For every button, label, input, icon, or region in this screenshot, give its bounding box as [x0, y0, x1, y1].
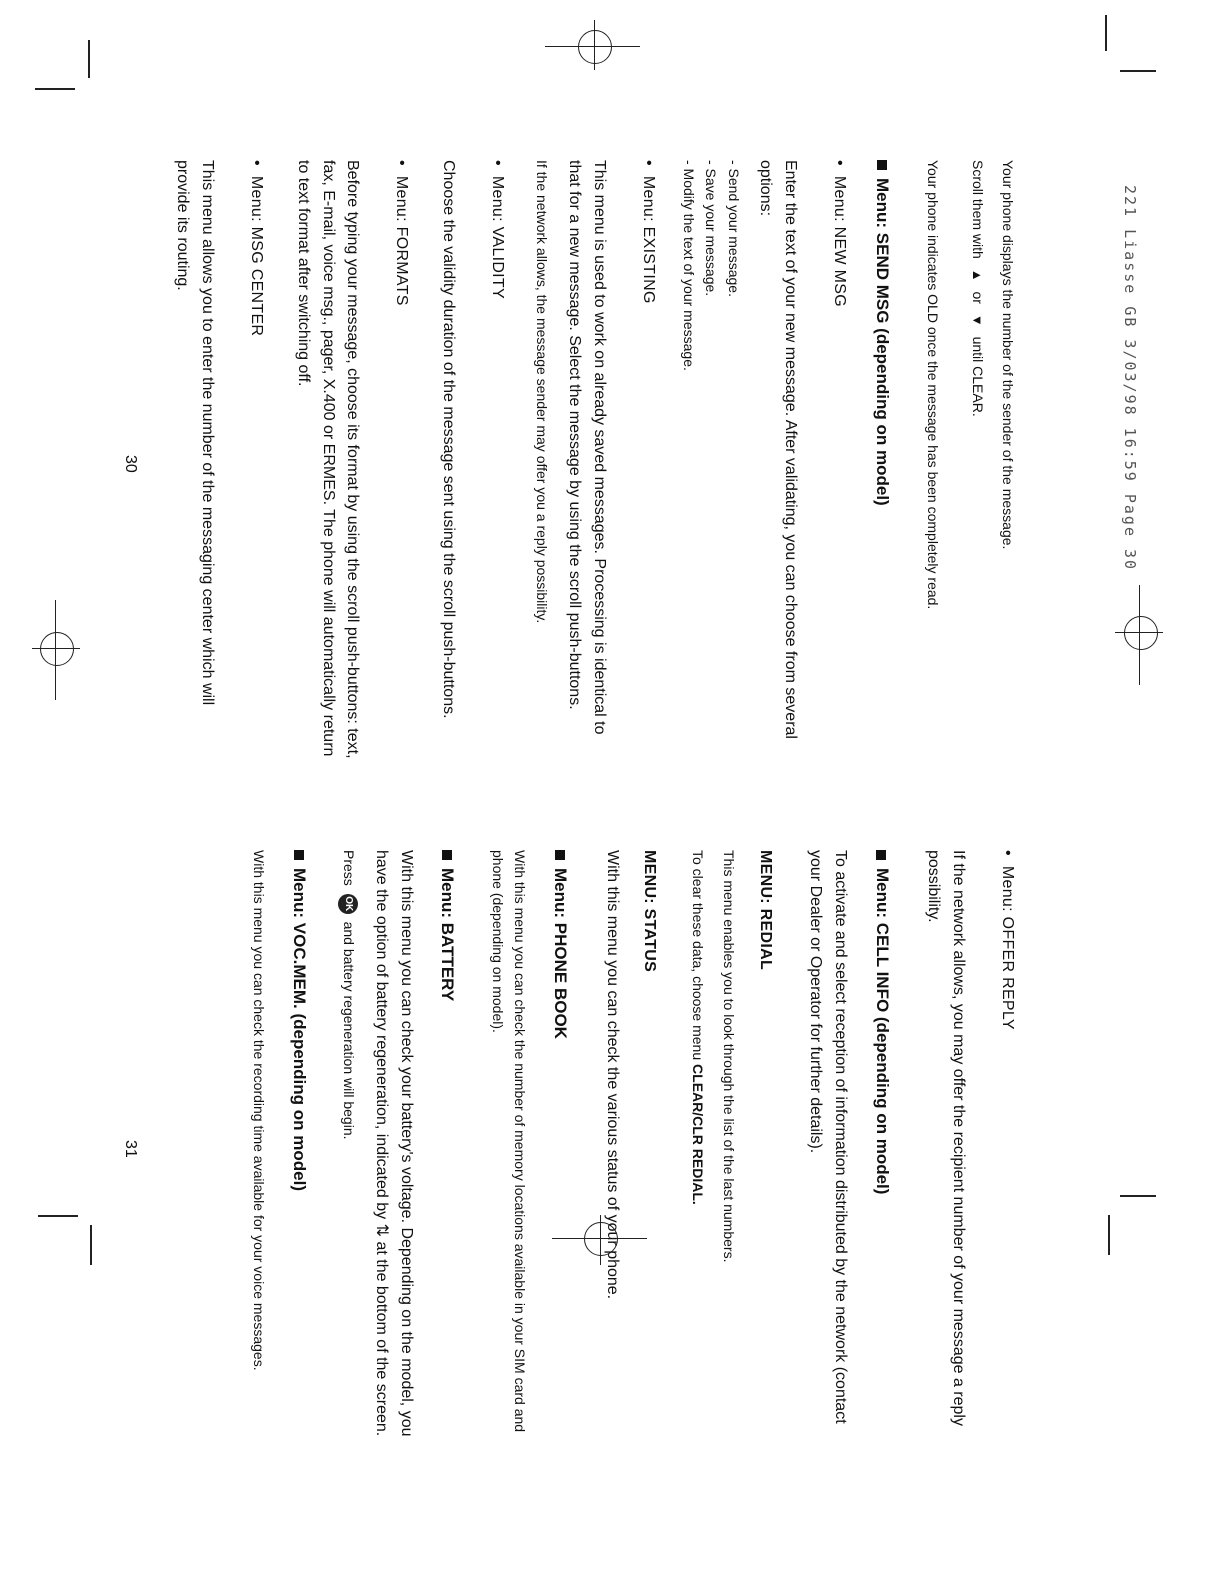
- offer-reply-text: If the network allows, you may offer the recipient number of your message a reply possibility.: [925, 850, 968, 1426]
- square-bullet-icon: [876, 850, 886, 860]
- square-bullet-icon: [877, 160, 887, 170]
- square-bullet-icon: [555, 850, 565, 860]
- page-30: [148, 160, 1019, 760]
- send-msg-heading: Menu: SEND MSG (depending on model): [869, 160, 895, 760]
- validity-bullet: • Menu: VALIDITY: [484, 160, 509, 760]
- status-heading: MENU: STATUS: [641, 850, 659, 973]
- down-triangle-icon: ▼: [969, 313, 985, 327]
- list-item: - Send your message.: [725, 160, 742, 297]
- intro-line: Your phone displays the number of the sender of the message.: [1000, 160, 1016, 550]
- square-bullet-icon: [442, 850, 452, 860]
- status-text: With this menu you can check the various status of your phone.: [604, 850, 622, 1300]
- running-head: 221 Liasse GB 3/03/98 16:59 Page 30: [1121, 185, 1139, 572]
- formats-bullet: • Menu: FORMATS: [388, 160, 413, 760]
- existing-text-2: If the network allows, the message sender may offer you a reply possibility.: [534, 160, 551, 624]
- cell-info-text: To activate and select reception of information distributed by the network (contact your Dealer or Operator for further details).: [807, 850, 850, 1424]
- offer-reply-bullet: • Menu: OFFER REPLY: [994, 850, 1019, 1450]
- msg-center-text: This menu allows you to enter the number of the messaging center which will provide its routing.: [174, 160, 217, 706]
- existing-text: This menu is used to work on already saved messages. Processing is identical to that for a new message. Select the message by using the scroll push-buttons.: [565, 160, 608, 735]
- phone-book-heading: Menu: PHONE BOOK: [547, 850, 573, 1450]
- new-msg-bullet: • Menu: NEW MSG: [826, 160, 851, 760]
- press-ok-line: Press OK and battery regeneration will begin.: [338, 850, 360, 1450]
- cell-info-heading: Menu: CELL INFO (depending on model): [868, 850, 894, 1450]
- redial-text: This menu enables you to look through the list of the last numbers.: [720, 850, 737, 1263]
- up-triangle-icon: ▲: [969, 268, 985, 282]
- redial-heading: MENU: REDIAL: [756, 850, 774, 971]
- battery-heading: Menu: BATTERY: [434, 850, 460, 1450]
- page-31: [225, 850, 1019, 1450]
- redial-clear: To clear these data, choose menu CLEAR/CLR REDIAL.: [690, 850, 707, 1205]
- new-msg-text: Enter the text of your new message. After validating, you can choose from several options:: [757, 160, 800, 739]
- existing-bullet: • Menu: EXISTING: [635, 160, 660, 760]
- list-item: - Modify the text of your message.: [680, 160, 697, 371]
- voc-mem-heading: Menu: VOC.MEM. (depending on model): [286, 850, 312, 1450]
- voc-mem-text: With this menu you can check the recording time available for your voice messages.: [250, 850, 267, 1371]
- list-item: - Save your message.: [703, 160, 720, 297]
- battery-text: With this menu you can check your battery's voltage. Depending on the model, you have the option of battery regeneration, indicated by ⇅ at the bottom of the screen.: [373, 850, 416, 1437]
- page-number: 30: [122, 455, 139, 473]
- ok-key-icon: OK: [338, 894, 358, 914]
- formats-text: Before typing your message, choose its format by using the scroll push-buttons: text, fax, E-mail, voice msg., pager, X.400 or ERMES. The phone will automatically return to text format after switching off.: [294, 160, 362, 759]
- square-bullet-icon: [294, 850, 304, 860]
- battery-regeneration-icon: ⇅: [373, 1223, 391, 1237]
- phone-book-text: With this menu you can check the number of memory locations available in your SIM card and phone (depending on model).: [489, 850, 529, 1433]
- new-msg-options: [678, 160, 745, 760]
- scroll-line: Scroll them with ▲ or ▼ until CLEAR.: [969, 160, 986, 417]
- old-note: Your phone indicates OLD once the message has been completely read.: [924, 160, 941, 610]
- page-number: 31: [122, 1140, 139, 1158]
- validity-text: Choose the validity duration of the message sent using the scroll push-buttons.: [439, 160, 457, 719]
- msg-center-bullet: • Menu: MSG CENTER: [243, 160, 268, 760]
